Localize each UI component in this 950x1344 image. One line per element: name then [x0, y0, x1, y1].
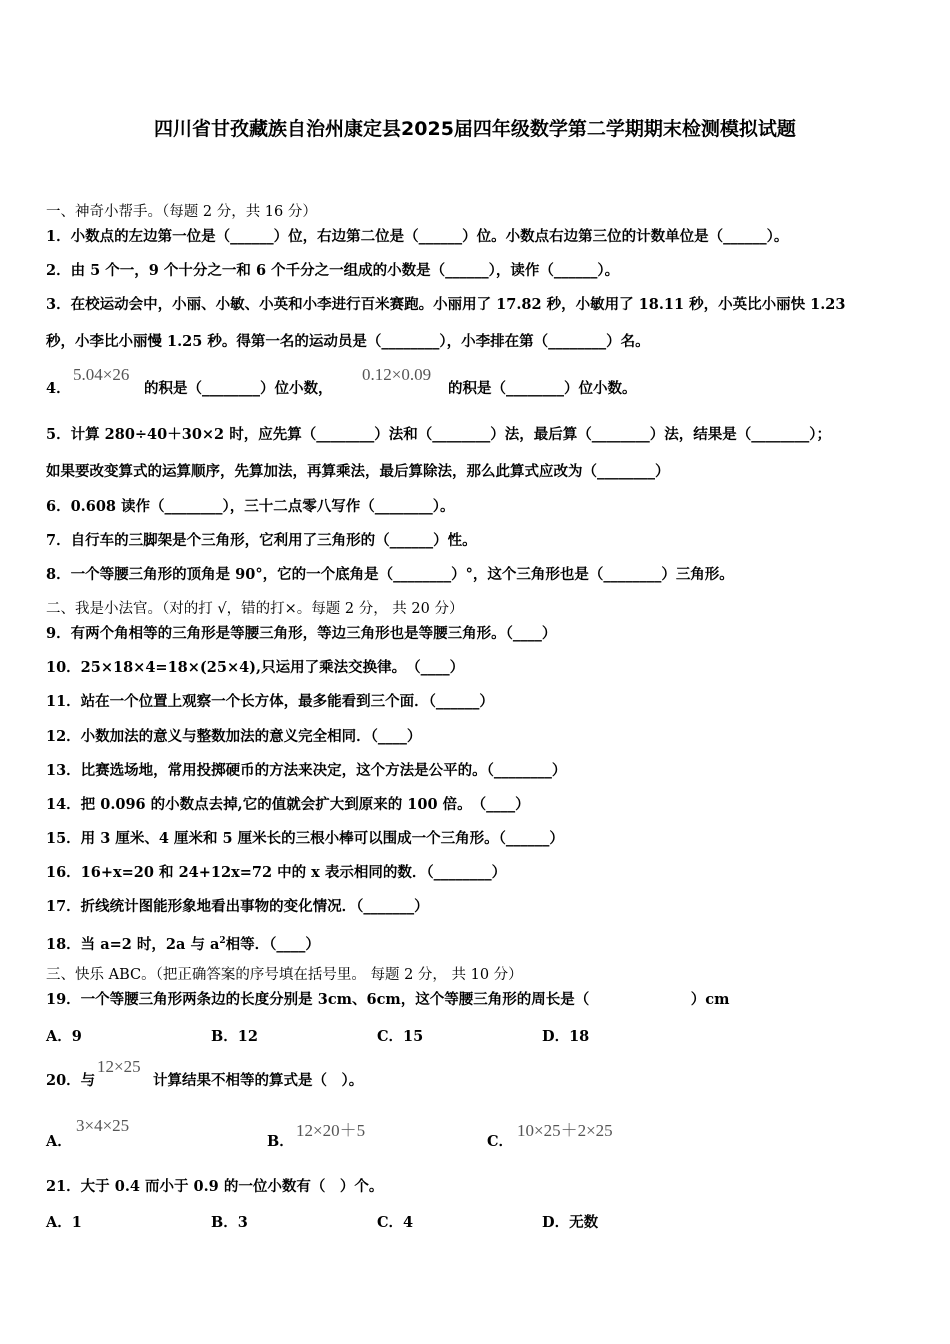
question-8: 8．一个等腰三角形的顶角是 90°，它的一个底角是（________）°，这个三角形也是（________）三角形。 — [46, 566, 734, 583]
question-19-option-d[interactable]: D．18 — [542, 1028, 590, 1045]
question-20-text: 计算结果不相等的算式是（ ）。 — [153, 1072, 364, 1089]
question-12: 12．小数加法的意义与整数加法的意义完全相同．（____） — [46, 728, 422, 745]
question-4-expression-1: 5.04×26 — [73, 365, 130, 384]
question-19-option-c[interactable]: C．15 — [377, 1028, 424, 1045]
question-11: 11．站在一个位置上观察一个长方体，最多能看到三个面．（______） — [46, 693, 494, 710]
question-19-option-a[interactable]: A．9 — [46, 1028, 82, 1045]
page-title: 四川省甘孜藏族自治州康定县2025届四年级数学第二学期期末检测模拟试题 — [154, 118, 796, 140]
question-9: 9．有两个角相等的三角形是等腰三角形，等边三角形也是等腰三角形。（____） — [46, 625, 557, 642]
question-7: 7．自行车的三脚架是个三角形，它利用了三角形的（______）性。 — [46, 532, 477, 549]
question-6: 6．0.608 读作（________），三十二点零八写作（________）。 — [46, 498, 455, 515]
question-21: 21．大于 0.4 而小于 0.9 的一位小数有（ ）个。 — [46, 1178, 384, 1195]
question-18-text-end: 相等．（____） — [225, 935, 320, 953]
question-20-option-c[interactable]: C． — [487, 1133, 514, 1150]
question-21-option-a[interactable]: A．1 — [46, 1214, 82, 1231]
question-20-option-c-expression: 10×25＋2×25 — [517, 1121, 613, 1140]
question-21-option-c[interactable]: C．4 — [377, 1214, 414, 1231]
question-4-expression-2: 0.12×0.09 — [362, 365, 432, 384]
question-5-line-2: 如果要改变算式的运算顺序，先算加法，再算乘法，最后算除法，那么此算式应改为（________） — [46, 463, 670, 480]
question-3-line-2: 秒，小李比小丽慢 1.25 秒。得第一名的运动员是（________），小李排在第（________）名。 — [46, 333, 650, 350]
section-heading-1: 一、神奇小帮手。（每题 2 分，共 16 分） — [46, 204, 317, 220]
question-4-number: 4． — [46, 380, 71, 397]
question-20-option-a[interactable]: A． — [46, 1133, 72, 1150]
question-21-option-b[interactable]: B．3 — [211, 1214, 248, 1231]
question-20-expression: 12×25 — [97, 1057, 141, 1076]
question-1: 1．小数点的左边第一位是（______）位，右边第二位是（______）位。小数点右边第三位的计数单位是（______）。 — [46, 228, 789, 245]
question-21-option-d[interactable]: D．无数 — [542, 1214, 599, 1231]
question-18-superscript: 2 — [219, 936, 226, 946]
question-5-line-1: 5．计算 280÷40＋30×2 时，应先算（________）法和（________）法，最后算（________）法，结果是（________）； — [46, 426, 831, 443]
question-16: 16．16+x=20 和 24+12x=72 中的 x 表示相同的数．（________） — [46, 864, 507, 881]
question-13: 13．比赛选场地，常用投掷硬币的方法来决定，这个方法是公平的。（________） — [46, 762, 567, 779]
question-3-line-1: 3．在校运动会中，小丽、小敏、小英和小李进行百米赛跑。小丽用了 17.82 秒，小敏用了 18.11 秒，小英比小丽快 1.23 — [46, 296, 846, 313]
question-18 — [46, 931, 320, 955]
question-17: 17．折线统计图能形象地看出事物的变化情况．（_______） — [46, 898, 429, 915]
question-19: 19．一个等腰三角形两条边的长度分别是 3cm、6cm，这个等腰三角形的周长是（ ）cm — [46, 991, 730, 1008]
question-19-option-b[interactable]: B．12 — [211, 1028, 258, 1045]
question-20-option-a-expression: 3×4×25 — [76, 1116, 130, 1135]
question-20-option-b-expression: 12×20＋5 — [296, 1121, 366, 1140]
question-18-text: 18．当 a=2 时，2a 与 a — [46, 935, 220, 953]
question-2: 2．由 5 个一，9 个十分之一和 6 个千分之一组成的小数是（______），读作（______）。 — [46, 262, 620, 279]
question-4-text-2: 的积是（________）位小数。 — [448, 380, 637, 397]
section-heading-3: 三、快乐 ABC。（把正确答案的序号填在括号里。 每题 2 分， 共 10 分） — [46, 967, 523, 983]
question-14: 14．把 0.096 的小数点去掉,它的值就会扩大到原来的 100 倍。 （____） — [46, 796, 530, 813]
section-heading-2: 二、我是小法官。（对的打 √，错的打×。每题 2 分， 共 20 分） — [46, 601, 464, 617]
question-20-option-b[interactable]: B． — [267, 1133, 294, 1150]
question-4-text-1: 的积是（________）位小数， — [144, 380, 333, 397]
question-20-number: 20．与 — [46, 1072, 96, 1089]
question-15: 15．用 3 厘米、4 厘米和 5 厘米长的三根小棒可以围成一个三角形。（______） — [46, 830, 564, 847]
question-10: 10．25×18×4=18×(25×4),只运用了乘法交换律。 （____） — [46, 659, 465, 676]
